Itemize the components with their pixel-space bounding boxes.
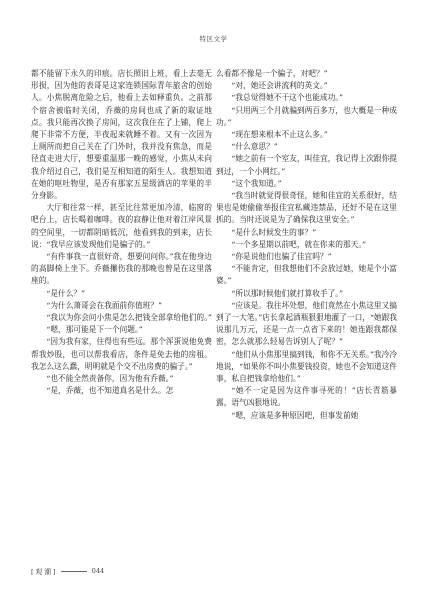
paragraph: “有件事我一直很好奇，想要问问你。”我在他身边的高脚椅上坐下。乔薇攥伤我的那晚也曾是在这里落座的。 xyxy=(31,252,212,286)
left-text-column xyxy=(31,68,212,397)
paragraph: “什么意思？” xyxy=(231,142,278,152)
footer-rule xyxy=(61,571,87,572)
paragraph: “我当时就觉得很奇怪，她和佳宜的关系很好，结果也是她偷偷举报佳宜私藏违禁品，还好不是在这里抓的。当时还说是为了确保我这里安全。” xyxy=(216,191,397,225)
page-footer xyxy=(31,566,104,576)
right-text-column xyxy=(216,68,397,422)
paragraph: 都不能留下永久的印痕。店长照旧上班，看上去毫无形损，因为他的表哥是这家连锁国际青年旅舍的创始人。小焦脱离危险之后，他看上去如释重负。之前那个宿舍被临时关闭，乔薇的房间也成了新的取证地点。我只能再次换了房间，这次我住在了上铺，爬上爬下非常不方便，半夜起来就睡不着。又有一次因为上厕所而把自己关在了门外时，我并没有焦急，而是径直走进大厅，想要重温那一晚的感觉，小焦从未向我介绍过自己，我们是互相知道的陌生人。我想知道在她的呕吐物里，是否有那家五星级酒店的苹果的半分身影。 xyxy=(31,69,212,201)
paragraph: 大厅和往常一样，甚至比往常更加冷清，临窗的吧台上，店长喝着咖啡。夜的寂静让他对着江岸风景的空间里，一切都阴暗低沉，他看到我的到来，店长说：“我早应该发现他们是骗子的。” xyxy=(31,203,212,249)
paragraph: 么看都不像是一个骗子，对吧？” xyxy=(216,69,328,78)
paragraph: “所以那时候他们就打算收手了。” xyxy=(231,288,344,298)
paragraph: “应该是。我往坏处想，他们竟然在小焦这里又搞到了一大笔。”店长拿起酒瓶狠狠地灌了一口，“她跟我说那几万元，还是一点一点省下来的！她连跟我都保密，怎么就那么轻易告诉别人了呢？” xyxy=(216,300,397,347)
paragraph: “是什么时候发生的事？” xyxy=(231,227,317,237)
paragraph: “是，乔薇，也不知道真名是什么。怎 xyxy=(46,386,174,396)
paragraph: “是什么？” xyxy=(46,288,86,298)
running-header: 特区文学 xyxy=(199,35,228,43)
section-label: [ 观 潮 ] xyxy=(31,568,56,576)
paragraph: “他们从小焦那里搞到钱，和你不无关系。”我冷冷地说，“如果你不叫小焦要钱投资，她也不会知道这件事，私自把钱拿给他们。” xyxy=(216,349,397,384)
paragraph: “一个多星期以前吧，就在你来的那天。” xyxy=(231,239,367,249)
paragraph: “为什么萧哥会在我面前你值班？” xyxy=(46,300,162,310)
paragraph: “因为我有家，住得也有些远。那个浑蛋说他免费帮我炒股，也可以帮我看店，条件是免去他的房租。我怎么这么蠢，明明就是个交不出房费的骗子。” xyxy=(31,337,212,371)
paragraph: “这个我知道。” xyxy=(231,178,282,188)
paragraph: “她之前有一个室友，叫佳宜，我记得上次跟你提到过，一个小网红。” xyxy=(216,154,397,176)
paragraph: “嗯，应该是多种原因吧，但事发前她 xyxy=(231,410,359,420)
paragraph: “对，她还会讲流利的英文。” xyxy=(231,81,328,91)
paragraph: “不能肯定，但我想他们不会放过她，她是个小富婆。” xyxy=(216,264,397,286)
paragraph: “她不一定是因为这件事寻死的！”店长青筋暴露，语气凶狠地说。 xyxy=(216,386,397,408)
paragraph: “现在想来根本不止这么多。” xyxy=(231,130,328,140)
paragraph: “你是说他们也骗了佳宜吗？” xyxy=(231,252,332,262)
page-number: 044 xyxy=(91,567,105,575)
paragraph: “嗯，那可能是下一个问题。” xyxy=(46,325,143,335)
paragraph: “我总觉得她不干这个也能成功。” xyxy=(231,93,344,103)
paragraph: “只用两三个月就骗到两百多万，也大概是一种成功。” xyxy=(216,105,397,127)
paragraph: “也不能全然责备你，因为他有乔薇。” xyxy=(46,374,174,384)
paragraph: “我以为你会问小焦是怎么把钱全部拿给他们的。” xyxy=(46,313,212,323)
